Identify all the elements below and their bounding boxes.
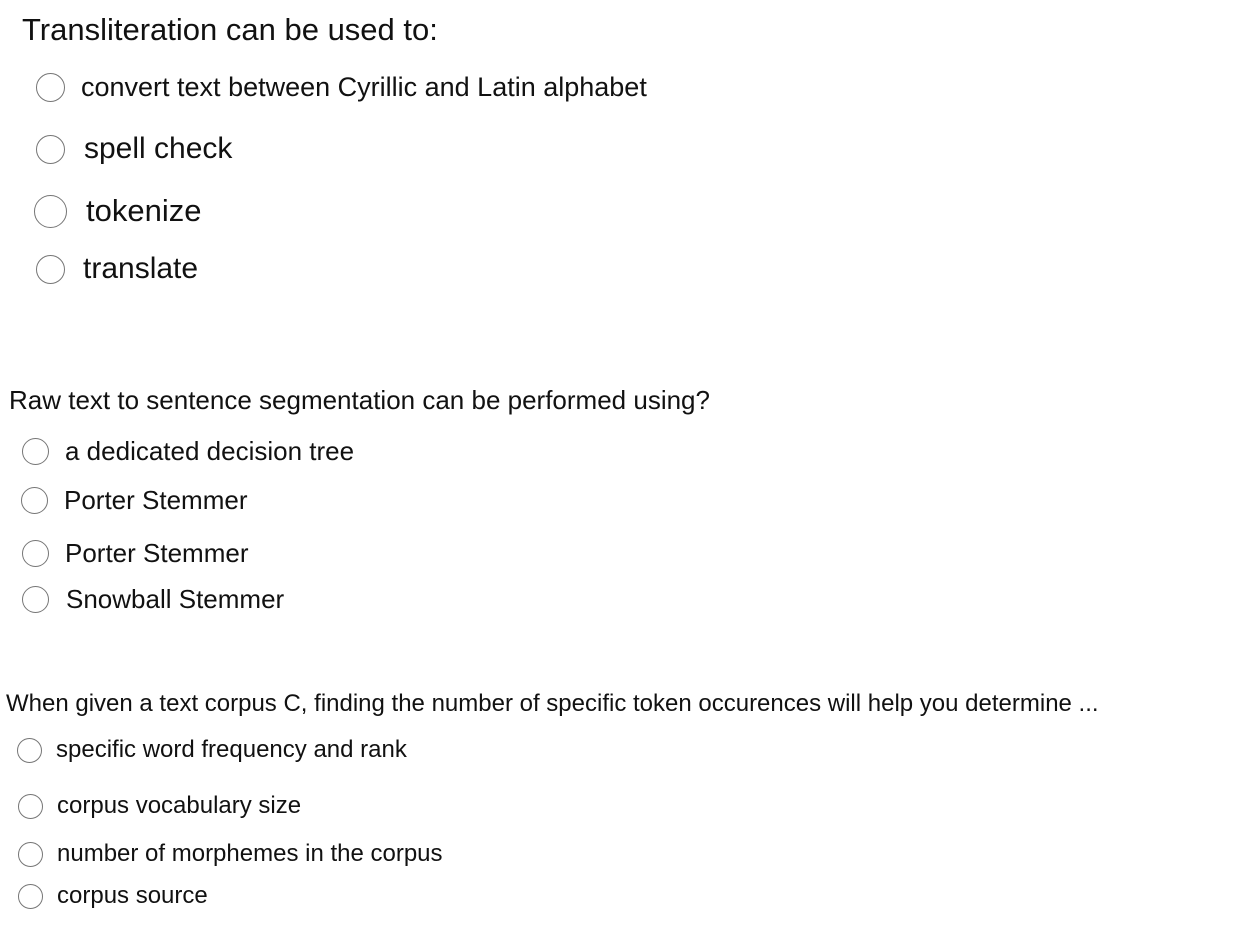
option-label: Snowball Stemmer — [66, 584, 285, 614]
radio-button[interactable] — [36, 135, 65, 164]
radio-button[interactable] — [22, 540, 49, 567]
question-1-option-4[interactable] — [36, 252, 198, 286]
option-label: corpus source — [57, 882, 208, 909]
option-label: tokenize — [86, 193, 202, 228]
question-2-option-2[interactable] — [21, 485, 248, 516]
option-label: spell check — [84, 132, 233, 165]
question-3-option-1[interactable] — [17, 736, 407, 764]
question-3-option-3[interactable] — [18, 840, 443, 868]
question-3-title: When given a text corpus C, finding the number of specific token occurences will help you determine ... — [6, 690, 1099, 717]
question-1-option-3[interactable] — [34, 193, 201, 229]
question-1-title: Transliteration can be used to: — [22, 12, 438, 47]
option-label: specific word frequency and rank — [56, 736, 407, 763]
radio-button[interactable] — [36, 255, 65, 284]
question-3-option-4[interactable] — [18, 882, 208, 910]
option-label: Porter Stemmer — [65, 538, 249, 568]
question-1-option-2[interactable] — [36, 132, 232, 166]
radio-button[interactable] — [22, 438, 49, 465]
question-2-option-1[interactable] — [22, 436, 354, 467]
radio-button[interactable] — [18, 884, 43, 909]
question-1-option-1[interactable] — [36, 72, 647, 103]
question-2-option-4[interactable] — [22, 584, 284, 615]
option-label: convert text between Cyrillic and Latin alphabet — [81, 72, 647, 102]
radio-button[interactable] — [34, 195, 67, 228]
radio-button[interactable] — [18, 842, 43, 867]
question-2-option-3[interactable] — [22, 538, 249, 569]
radio-button[interactable] — [18, 794, 43, 819]
option-label: corpus vocabulary size — [57, 792, 302, 819]
radio-button[interactable] — [22, 586, 49, 613]
option-label: number of morphemes in the corpus — [57, 840, 443, 867]
radio-button[interactable] — [21, 487, 48, 514]
radio-button[interactable] — [17, 738, 42, 763]
question-3-option-2[interactable] — [18, 792, 301, 820]
option-label: Porter Stemmer — [64, 485, 248, 515]
question-2-title: Raw text to sentence segmentation can be performed using? — [9, 385, 710, 415]
radio-button[interactable] — [36, 73, 65, 102]
option-label: translate — [83, 252, 199, 285]
option-label: a dedicated decision tree — [65, 436, 355, 466]
